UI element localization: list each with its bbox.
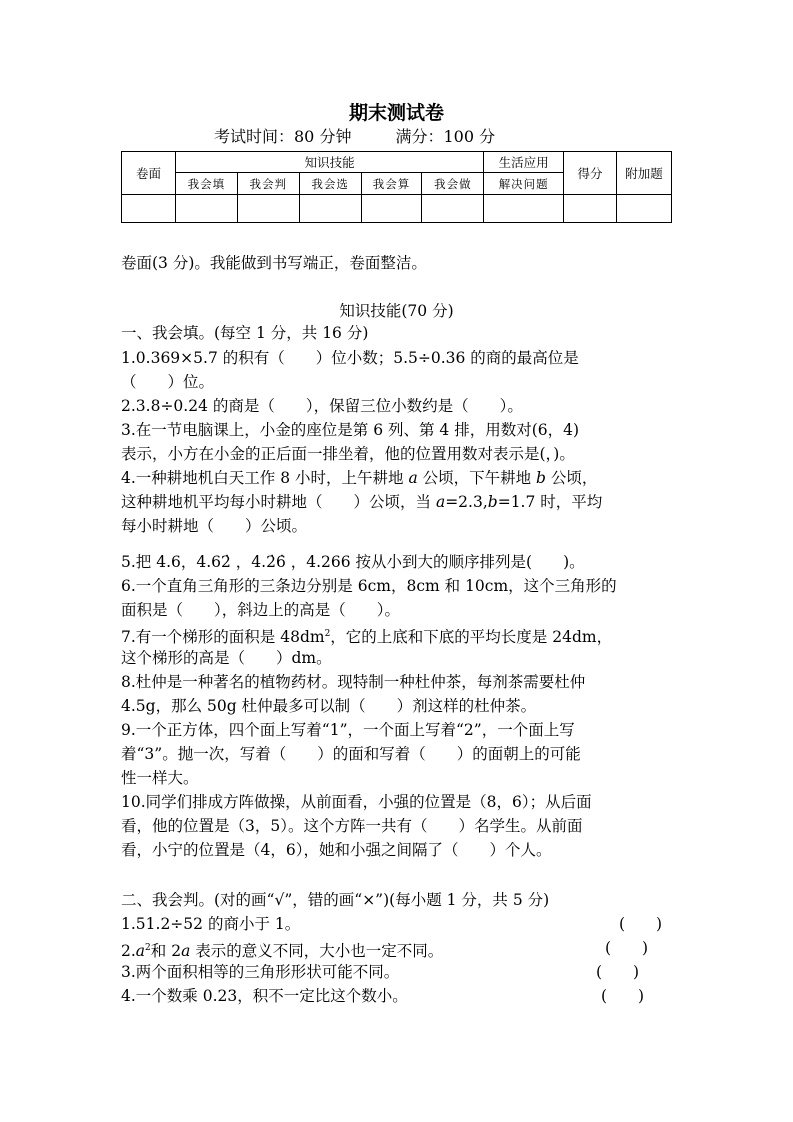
judge-question: 4.一个数乘 0.23，积不一定比这个数小。 — [121, 987, 408, 1005]
text: =2.3, — [445, 493, 488, 511]
question-line: 面积是（ ），斜边上的高是（ ）。 — [121, 601, 401, 619]
variable: a — [408, 469, 418, 487]
text: 表示的意义不同，大小也一定不同。 — [190, 942, 444, 960]
part2-heading: 二、我会判。(对的画“√”，错的画“×”)(每小题 1 分，共 5 分) — [121, 891, 550, 909]
variable: a — [435, 493, 446, 511]
variable: b — [536, 469, 546, 487]
question-line: 6.一个直角三角形的三条边分别是 6cm，8cm 和 10cm，这个三角形的 — [121, 577, 617, 595]
answer-paren[interactable]: ( ) — [605, 939, 649, 957]
header-shenghuo: 生活应用 — [484, 152, 564, 173]
question-line: 9.一个正方体，四个面上写着“1”，一个面上写着“2”，一个面上写 — [121, 721, 575, 739]
score-cell[interactable] — [175, 195, 237, 223]
question-line: 2.3.8÷0.24 的商是（ ），保留三位小数约是（ ）。 — [121, 397, 523, 415]
score-cell[interactable] — [299, 195, 361, 223]
header-fujia: 附加题 — [617, 152, 672, 195]
question-line: 看，小宁的位置是（4，6），她和小强之间隔了（ ）个人。 — [121, 841, 552, 859]
variable: a — [181, 942, 191, 960]
question-line: 看，他的位置是（3，5）。这个方阵一共有（ ）名学生。从前面 — [121, 817, 583, 835]
text: 公顷， — [545, 469, 598, 487]
question-line — [121, 467, 597, 489]
score-cell[interactable] — [484, 195, 564, 223]
header-juanmian: 卷面 — [122, 152, 176, 195]
score-cell[interactable] — [422, 195, 484, 223]
score-table — [121, 151, 672, 223]
superscript: 2 — [324, 629, 331, 639]
text: 和 2 — [150, 942, 182, 960]
juanmian-note: 卷面(3 分)。我能做到书写端正，卷面整洁。 — [121, 254, 427, 272]
score-cell[interactable] — [617, 195, 672, 223]
question-line: 10.同学们排成方阵做操，从前面看，小强的位置是（8，6）；从后面 — [121, 793, 592, 811]
text: 这种耕地机平均每小时耕地（ ）公顷，当 — [121, 493, 436, 511]
judge-question: 3.两个面积相等的三角形形状可能不同。 — [121, 963, 400, 981]
question-line: 1.0.369×5.7 的积有（ ）位小数；5.5÷0.36 的商的最高位是 — [121, 349, 579, 367]
answer-paren[interactable]: ( ) — [596, 963, 640, 981]
question-line: 3.在一节电脑课上，小金的座位是第 6 列、第 4 排，用数对(6，4) — [121, 421, 580, 439]
full-score: 满分：100 分 — [395, 127, 496, 146]
text: 4.一种耕地机白天工作 8 小时，上午耕地 — [121, 469, 409, 487]
judge-question — [121, 937, 443, 962]
superscript: 2 — [145, 943, 151, 953]
question-line: 性一样大。 — [121, 769, 199, 787]
section-title: 知识技能(70 分) — [339, 302, 454, 320]
answer-paren[interactable]: ( ) — [601, 987, 645, 1005]
exam-title: 期末测试卷 — [348, 102, 444, 124]
question-line — [121, 491, 602, 513]
exam-time: 考试时间：80 分钟 — [214, 127, 352, 146]
judge-question: 1.51.2÷52 的商小于 1。 — [121, 915, 301, 933]
score-cell[interactable] — [564, 195, 617, 223]
text: ，它的上底和下底的平均长度是 24dm， — [330, 628, 613, 646]
sub-header: 我会判 — [237, 173, 299, 195]
text: =1.7 时，平均 — [497, 493, 603, 511]
header-zhishi: 知识技能 — [175, 152, 483, 173]
question-line: （ ）位。 — [121, 373, 215, 391]
part1-heading: 一、我会填。(每空 1 分，共 16 分) — [121, 324, 369, 342]
text: 7.有一个梯形的面积是 48dm — [121, 628, 325, 646]
variable: b — [487, 493, 498, 511]
sub-header: 解决问题 — [484, 173, 564, 195]
question-line: 8.杜仲是一种著名的植物药材。现特制一种杜仲茶，每剂茶需要杜仲 — [121, 673, 586, 691]
answer-paren[interactable]: ( ) — [619, 915, 663, 933]
sub-header: 我会算 — [361, 173, 422, 195]
header-defen: 得分 — [564, 152, 617, 195]
score-cell[interactable] — [122, 195, 176, 223]
question-line — [121, 623, 612, 648]
question-line: 每小时耕地（ ）公顷。 — [121, 517, 308, 535]
score-cell[interactable] — [361, 195, 422, 223]
text: 公顷，下午耕地 — [417, 469, 537, 487]
question-line: 着“3”。抛一次，写着（ ）的面和写着（ ）的面朝上的可能 — [121, 745, 581, 763]
sub-header: 我会选 — [299, 173, 361, 195]
exam-subtitle — [214, 124, 495, 147]
question-line: 这个梯形的高是（ ）dm。 — [121, 649, 332, 667]
sub-header: 我会做 — [422, 173, 484, 195]
question-line: 4.5g，那么 50g 杜仲最多可以制（ ）剂这样的杜仲茶。 — [121, 697, 537, 715]
variable: a — [135, 942, 146, 960]
question-line: 表示，小方在小金的正后面一排坐着，他的位置用数对表示是(，)。 — [121, 445, 575, 463]
question-line: 5.把 4.6，4.62̇ ，4.2̇6̇ ，4.266 按从小到大的顺序排列是( )。 — [121, 553, 585, 571]
text: 2. — [121, 942, 136, 960]
sub-header: 我会填 — [175, 173, 237, 195]
score-cell[interactable] — [237, 195, 299, 223]
